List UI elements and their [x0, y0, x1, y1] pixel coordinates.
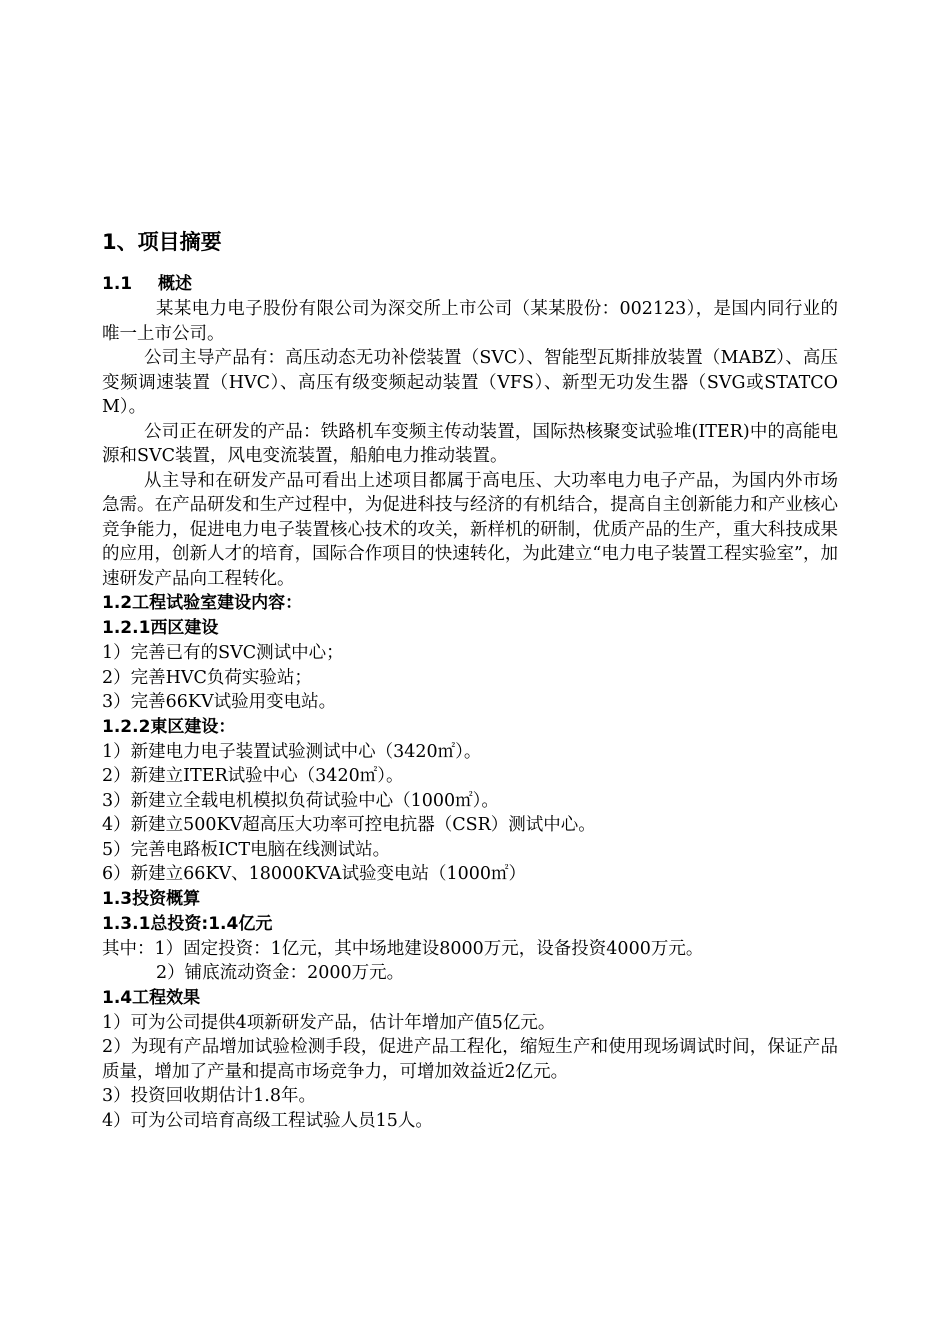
effect-item: 3）投资回收期估计1.8年。: [102, 1086, 316, 1106]
document-page: [102, 228, 838, 1133]
heading-1-4: 1.4工程效果: [102, 987, 201, 1008]
overview-paragraph-3: 公司正在研发的产品：铁路机车变频主传动装置，国际热核聚变试验堆(ITER)中的高能电源和SVC装置，风电变流装置，船舶电力推动装置。: [102, 421, 838, 466]
effect-item: 4）可为公司培育高级工程试验人员15人。: [102, 1110, 433, 1131]
heading-1-1-text: 概述: [158, 274, 192, 294]
effect-item: 2）为现有产品增加试验检测手段，促进产品工程化，缩短生产和使用现场调试时间，保证产品质量，增加了产量和提高市场竞争力，可增加效益近2亿元。: [102, 1037, 838, 1082]
list-item: 6）新建立66KV、18000KVA试验变电站（1000㎡）: [102, 864, 526, 884]
heading-1-3-1: 1.3.1总投资:1.4亿元: [102, 913, 273, 934]
list-item: 5）完善电路板ICT电脑在线测试站。: [102, 839, 391, 860]
section-title: 1、项目摘要: [102, 230, 222, 254]
effect-item: 1）可为公司提供4项新研发产品，估计年增加产值5亿元。: [102, 1012, 556, 1033]
heading-1-3: 1.3投资概算: [102, 888, 201, 909]
list-item: 3）完善66KV试验用变电站。: [102, 692, 337, 712]
list-item: 3）新建立全载电机模拟负荷试验中心（1000㎡）。: [102, 790, 499, 811]
heading-1-1: [102, 272, 838, 297]
overview-paragraph-2: 公司主导产品有：高压动态无功补偿装置（SVC）、智能型瓦斯排放装置（MABZ）、高压变频调速装置（HVC）、高压有级变频起动装置（VFS）、新型无功发生器（SVG或STATCOM）。: [102, 348, 838, 417]
overview-paragraph-1: 某某电力电子股份有限公司为深交所上市公司（某某股份：002123），是国内同行业的唯一上市公司。: [102, 299, 838, 344]
heading-1-2: 1.2工程试验室建设内容：: [102, 593, 303, 613]
list-item: 1）新建电力电子装置试验测试中心（3420㎡）。: [102, 741, 482, 762]
investment-fixed: 其中：1）固定投资：1亿元，其中场地建设8000万元，设备投资4000万元。: [102, 938, 704, 959]
heading-1-2-2: 1.2.2東区建设：: [102, 716, 236, 737]
list-item: 4）新建立500KV超高压大功率可控电抗器（CSR）测试中心。: [102, 815, 596, 835]
investment-working-capital: 2）铺底流动资金：2000万元。: [156, 963, 405, 983]
overview-paragraph-4: 从主导和在研发产品可看出上述项目都属于高电压、大功率电力电子产品，为国内外市场急需。在产品研发和生产过程中，为促进科技与经济的有机结合，提高自主创新能力和产业核心竞争能力，促进电力电子装置核心技术的攻关，新样机的研制，优质产品的生产，重大科技成果的应用，创新人才的培育，国际合作项目的快速转化，为此建立“电力电子装置工程实验室”，加速研发产品向工程转化。: [102, 470, 838, 589]
list-item: 2）完善HVC负荷实验站；: [102, 667, 312, 688]
heading-1-2-1: 1.2.1西区建设: [102, 618, 219, 638]
heading-1-1-number: 1.1: [102, 274, 133, 294]
list-item: 2）新建立ITER试验中心（3420㎡）。: [102, 766, 404, 786]
list-item: 1）完善已有的SVC测试中心；: [102, 643, 344, 663]
